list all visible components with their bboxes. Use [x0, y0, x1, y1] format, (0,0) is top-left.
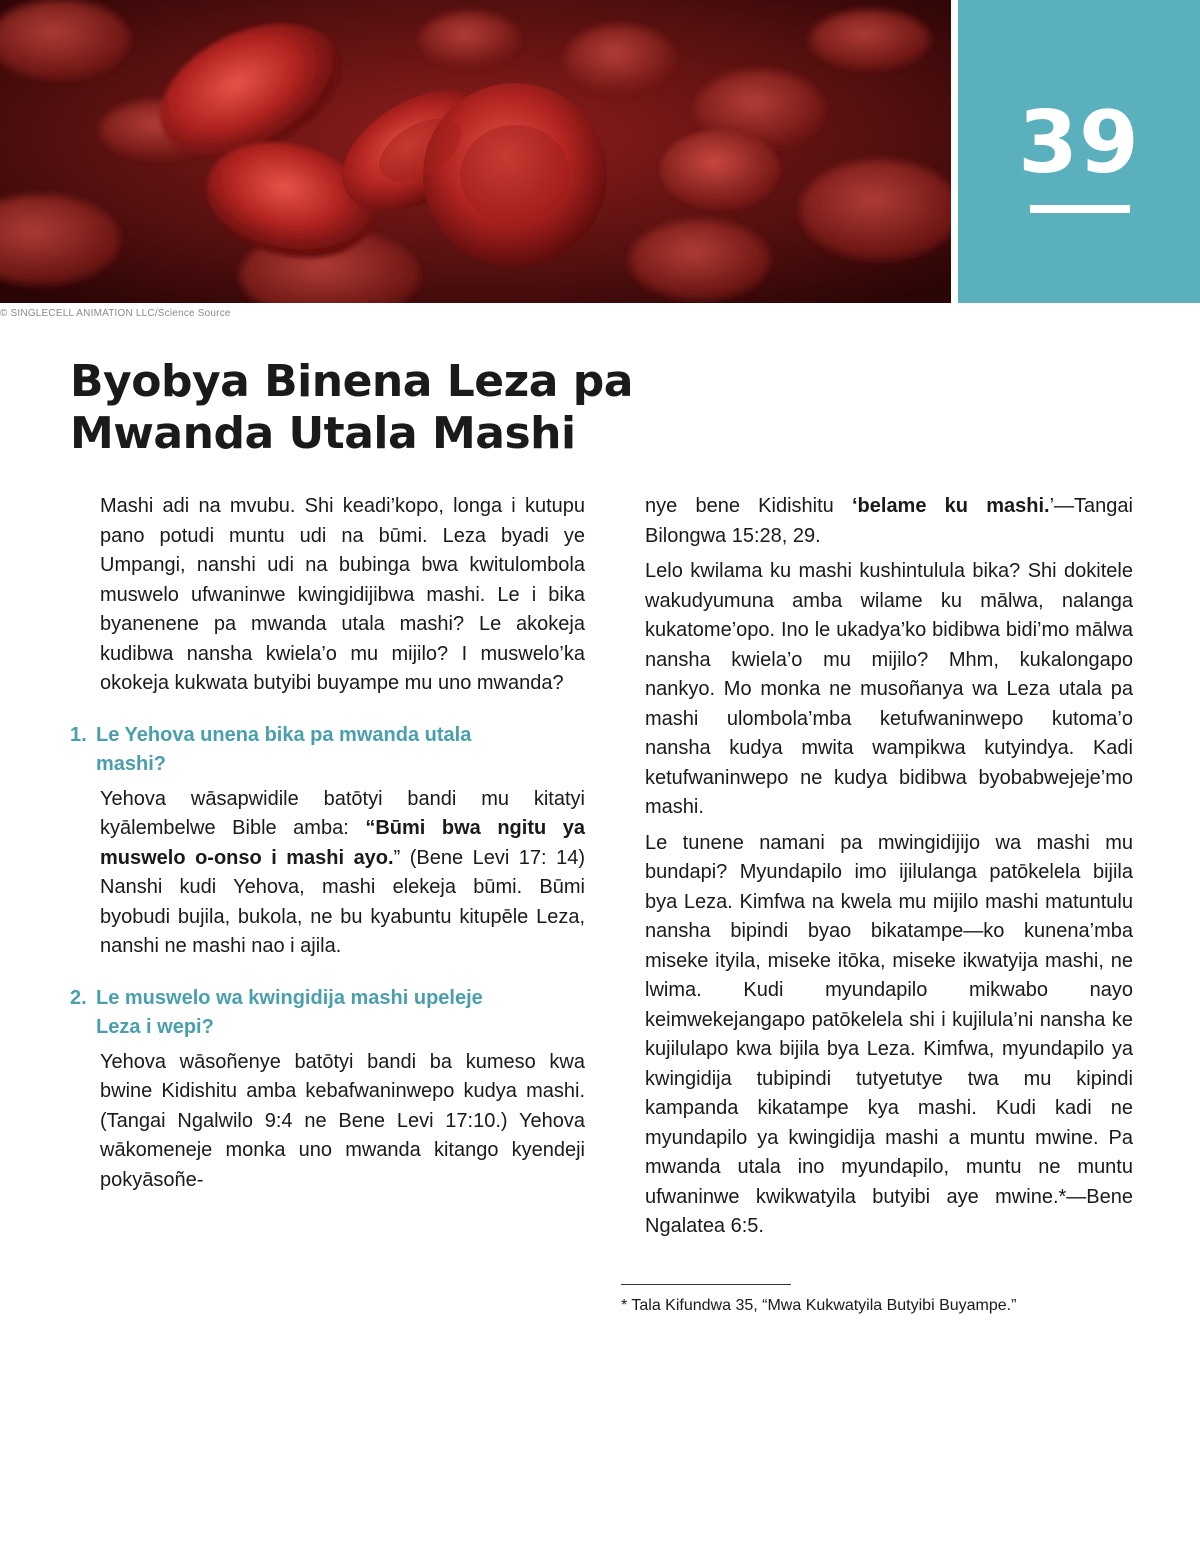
footnote: * Tala Kifundwa 35, “Mwa Kukwatyila Butyibi Buyampe.”	[621, 1297, 1017, 1314]
title-line-1: Byobya Binena Leza pa	[70, 356, 633, 407]
section-heading-2	[70, 984, 585, 1042]
section-2-paragraph-2: Lelo kwilama ku mashi kushintulula bika? Shi dokitele wakudyumuna amba wilame ku mālwa, nalanga kukatome’opo. Ino le ukadya’ko bidibwa bidi’mo mālwa nansha kwiela’o mu mijilo? Mhm, kukalongapo nankyo. Mo monka ne musoñanya wa Leza utala pa mashi ulombola’mba ketufwaninwepo kutoma’o nansha kudya mwita wampikwa kutyindya. Kadi ketufwaninwepo ne kudya bidibwa byobabwejeje’mo mashi.	[645, 560, 1133, 818]
text-run: ’—Tangai Bilongwa 15:28, 29.	[645, 495, 1133, 547]
section-number: 1.	[70, 723, 87, 746]
footnote-divider	[621, 1284, 791, 1285]
header-photo	[0, 0, 951, 303]
right-column	[645, 492, 1133, 1248]
lesson-number-box	[958, 0, 1200, 303]
left-column	[70, 492, 585, 1201]
section-2-paragraph-continued	[645, 492, 1133, 551]
section-1-paragraph	[100, 785, 585, 962]
scripture-quote: “Būmi bwa ngitu ya muswelo o-onso i mashi ayo.	[100, 817, 585, 869]
section-number: 2.	[70, 986, 87, 1009]
page-title	[70, 356, 633, 460]
lesson-number: 39	[1018, 93, 1140, 193]
text-run: Yehova wāsapwidile batōtyi bandi mu kitatyi kyālembelwe Bible amba:	[100, 787, 585, 839]
lesson-number-underline	[1030, 205, 1130, 213]
text-run: ” (Bene Levi 17: 14) Nanshi kudi Yehova, mashi elekeja būmi. Būmi byobudi bujila, bukola, ne bu kyabuntu kitupēle Leza, nanshi ne mashi nao i ajila.	[100, 846, 585, 957]
title-line-2: Mwanda Utala Mashi	[70, 408, 576, 459]
photo-credit: © SINGLECELL ANIMATION LLC/Science Source	[0, 308, 231, 319]
blood-cells-image	[0, 0, 951, 303]
intro-paragraph: Mashi adi na mvubu. Shi keadi’kopo, longa i kutupu pano potudi muntu udi na būmi. Leza byadi ye Umpangi, nanshi udi na bubinga bwa kwitulombola muswelo ufwaninwe kwingidijibwa mashi. Le i bika byanenene pa mwanda utala mashi? Le akokeja kudibwa nansha kwiela’o mu mijilo? I muswelo’ka okokeja kukwata butyibi buyampe mu uno mwanda?	[100, 495, 585, 694]
section-heading-1	[70, 721, 585, 779]
section-2-paragraph-3: Le tunene namani pa mwingidijijo wa mashi mu bundapi? Myundapilo imo ijilulanga patōkelela bijila bya Leza. Kimfwa na kwela mu mijilo mashi matuntulu nansha bipindi byao bikatampe—ko kunena’mba miseke ityila, miseke itōka, miseke ikwatyija mashi, ne lwima. Kudi myundapilo mikwabo nayo keimwekejangapo patōkelela shi i kujilula’ni nansha ke kujilulapo kwa bijila bya Leza. Kimfwa, myundapilo ya kwingidija tubipindi tutyetutye twa mu kipindi kampanda kikatampe kya mashi. Kudi kadi ne myundapilo ya kwingidija mashi a muntu mwine. Pa mwanda utala ino myundapilo, muntu ne muntu ufwaninwe kwikwatyila butyibi aye mwine.*—Bene Ngalatea 6:5.	[645, 831, 1133, 1237]
section-2-paragraph-start: Yehova wāsoñenye batōtyi bandi ba kumeso kwa bwine Kidishitu amba kebafwaninwepo kudya mashi. (Tangai Ngalwilo 9:4 ne Bene Levi 17:10.) Yehova wākomeneje monka uno mwanda kitango kyendeji pokyāsoñe-	[100, 1050, 585, 1191]
section-question: Le muswelo wa kwingidija mashi upeleje Leza i wepi?	[96, 986, 483, 1038]
section-question: Le Yehova unena bika pa mwanda utala mashi?	[96, 723, 472, 775]
text-run: nye bene Kidishitu	[645, 495, 852, 517]
scripture-quote: ‘belame ku mashi.	[851, 495, 1050, 517]
